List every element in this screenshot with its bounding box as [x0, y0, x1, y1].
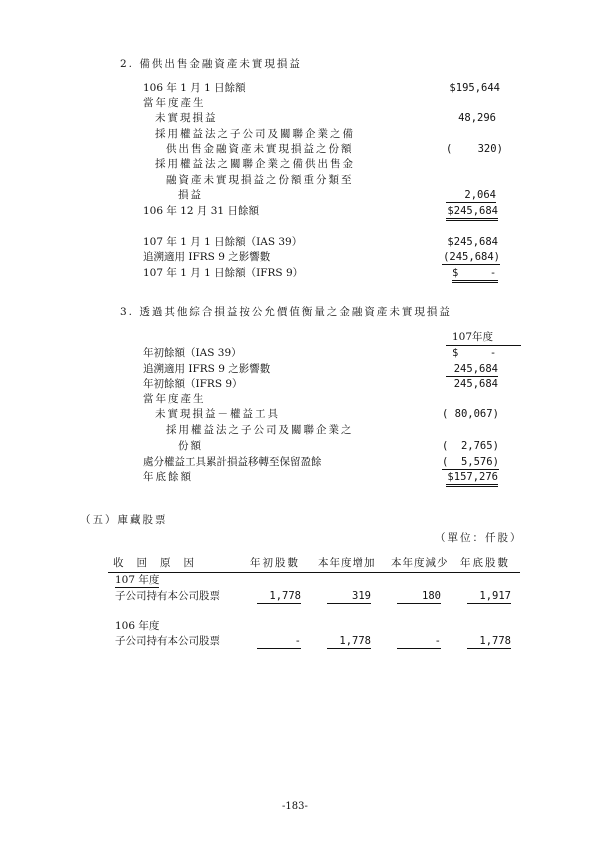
th-increase: 本年度增加	[318, 557, 376, 569]
page-number: -183-	[282, 801, 308, 812]
s2-row-label: 當年度產生	[143, 97, 206, 109]
s2-row-value: $245,684	[447, 236, 498, 248]
s2-row-label: 107 年 1 月 1 日餘額（IFRS 9）	[143, 267, 304, 279]
s3-row-label: 年初餘額（IAS 39）	[143, 347, 242, 359]
s3-row-value: $ -	[452, 347, 497, 359]
s3-column-header: 107年度	[452, 331, 494, 343]
s2-row-label: 106 年 1 月 1 日餘額	[143, 82, 246, 94]
s3-row-label: 年底餘額	[143, 471, 193, 483]
s3-header-rule	[446, 345, 521, 346]
s2-row-value: ( 320)	[446, 143, 503, 155]
s2-row-value: $195,644	[449, 82, 500, 94]
s2-row-label: 損益	[178, 189, 203, 201]
s2-row-label: 追溯適用 IFRS 9 之影響數	[143, 251, 271, 263]
group-year: 106 年度	[115, 620, 160, 632]
s3-row-value: ( 5,576)	[442, 456, 499, 468]
s3-row-label: 當年度產生	[143, 393, 206, 405]
group-year: 107 年度	[115, 574, 160, 586]
s2-row-label: 採用權益法之子公司及關聯企業之備	[155, 128, 355, 140]
s3-row-label: 採用權益法之子公司及關聯企業之	[166, 424, 354, 436]
th-decrease: 本年度減少	[391, 557, 449, 569]
s3-row-value: ( 80,067)	[442, 408, 499, 420]
s3-row-value: 245,684	[453, 378, 498, 390]
s2-row-label: 未實現損益	[155, 112, 218, 124]
cell-opening: 1,778	[257, 590, 301, 604]
s3-row-label: 未實現損益－權益工具	[155, 408, 280, 420]
s3-row-label: 份額	[178, 440, 203, 452]
s3-row-value: ( 2,765)	[442, 440, 499, 452]
group-reason: 子公司持有本公司股票	[115, 590, 220, 602]
s3-row-label: 年初餘額（IFRS 9）	[143, 378, 243, 390]
s2-row-label: 融資產未實現損益之份額重分類至	[166, 174, 354, 186]
cell-decrease: -	[397, 635, 441, 649]
cell-closing: 1,917	[467, 590, 511, 604]
unit-note: （單位：仟股）	[435, 532, 523, 544]
s2-row-value: (245,684)	[443, 251, 500, 263]
th-opening: 年初股數	[250, 557, 300, 569]
cell-increase: 1,778	[327, 635, 371, 649]
s2-row-label: 採用權益法之關聯企業之備供出售金	[155, 158, 355, 170]
s3-row-label: 處分權益工具累計損益移轉至保留盈餘	[143, 456, 322, 468]
section3-heading: 3. 透過其他綜合損益按公允價值衡量之金融資產未實現損益	[120, 306, 452, 318]
section2-heading: 2. 備供出售金融資產未實現損益	[120, 58, 302, 70]
s2-row-value: $ -	[452, 267, 498, 283]
s2-row-label: 107 年 1 月 1 日餘額（IAS 39）	[143, 236, 303, 248]
cell-increase: 319	[327, 590, 371, 604]
s2-row-value: $245,684	[446, 205, 498, 221]
th-closing: 年底股數	[460, 557, 510, 569]
s3-row-label: 追溯適用 IFRS 9 之影響數	[143, 363, 271, 375]
s3-row-value: 245,684	[446, 363, 498, 377]
s2-row-label: 106 年 12 月 31 日餘額	[143, 205, 259, 217]
section5-heading: （五）庫藏股票	[80, 514, 168, 526]
table-header-rule	[108, 572, 520, 573]
cell-opening: -	[257, 635, 301, 649]
group-reason: 子公司持有本公司股票	[115, 635, 220, 647]
s2-row-value: 48,296	[458, 112, 496, 124]
cell-closing: 1,778	[467, 635, 511, 649]
th-reason: 收回原因	[113, 557, 207, 569]
s2-row-value: 2,064	[446, 189, 496, 203]
cell-decrease: 180	[397, 590, 441, 604]
s2-row-label: 供出售金融資產未實現損益之份額	[166, 143, 354, 155]
s3-row-value: $157,276	[446, 471, 498, 487]
